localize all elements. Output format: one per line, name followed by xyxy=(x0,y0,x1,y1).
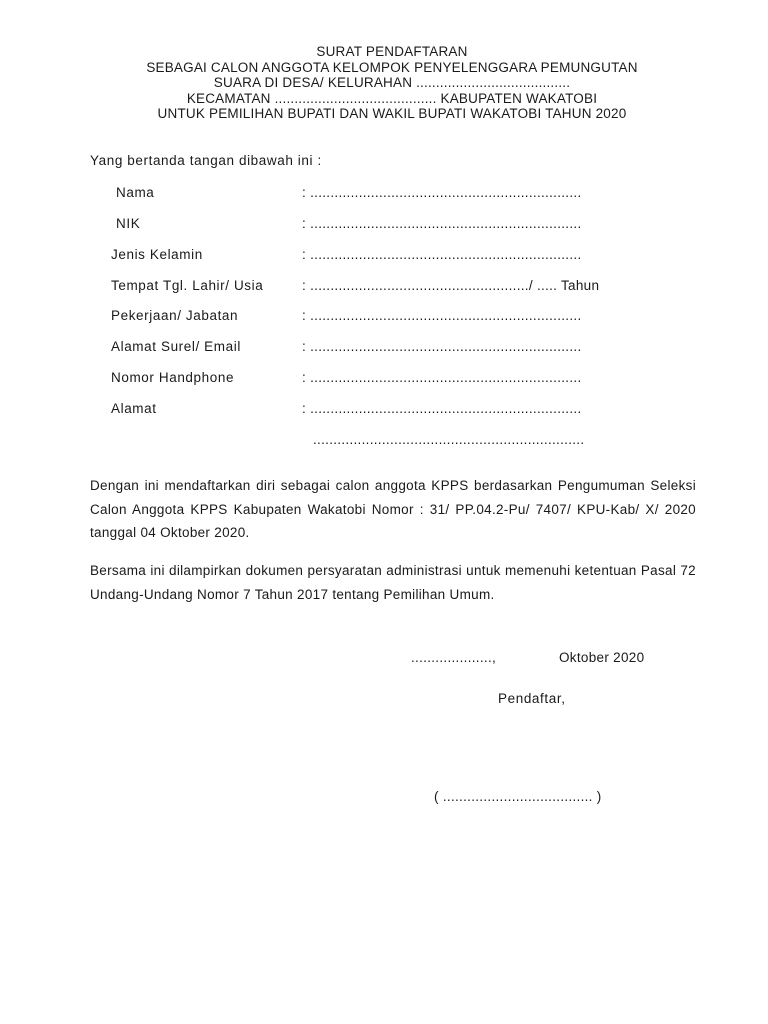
closing-date: Oktober 2020 xyxy=(559,650,645,665)
field-value-nama: : ................................................................... xyxy=(302,185,582,200)
field-value-nomor-handphone: : ................................................................... xyxy=(302,370,582,385)
field-value-alamat-continuation: ................................................................... xyxy=(313,432,585,447)
intro-text: Yang bertanda tangan dibawah ini : xyxy=(90,153,322,168)
field-value-pekerjaan: : ................................................................... xyxy=(302,308,582,323)
closing-place: ...................., xyxy=(411,650,497,665)
field-value-email: : ................................................................... xyxy=(302,339,582,354)
field-label-nomor-handphone: Nomor Handphone xyxy=(111,370,235,385)
field-label-jenis-kelamin: Jenis Kelamin xyxy=(111,247,203,262)
field-label-nama: Nama xyxy=(116,185,155,200)
field-value-jenis-kelamin: : ................................................................... xyxy=(302,247,582,262)
field-label-tempat-tgl-lahir: Tempat Tgl. Lahir/ Usia xyxy=(111,278,264,293)
heading-title: SURAT PENDAFTARAN xyxy=(316,44,468,59)
heading-line-5: UNTUK PEMILIHAN BUPATI DAN WAKIL BUPATI WAKATOBI TAHUN 2020 xyxy=(157,106,627,122)
field-label-nik: NIK xyxy=(116,216,141,231)
letter-heading xyxy=(0,44,768,122)
field-value-alamat: : ................................................................... xyxy=(302,401,582,416)
heading-line-4: KECAMATAN ......................................... KABUPATEN WAKATOBI xyxy=(186,90,598,106)
field-label-alamat: Alamat xyxy=(111,401,157,416)
signature-line: ( ..................................... ) xyxy=(434,789,602,804)
heading-line-2: SEBAGAI CALON ANGGOTA KELOMPOK PENYELENGGARA PEMUNGUTAN xyxy=(146,59,638,75)
paragraph-registration-statement: Dengan ini mendaftarkan diri sebagai calon anggota KPPS berdasarkan Pengumuman Seleksi Calon Anggota KPPS Kabupaten Wakatobi Nomor : 31/ PP.04.2-Pu/ 7407/ KPU-Kab/ X/ 2020 tanggal 04 Oktober 2020. xyxy=(90,478,696,540)
field-label-pekerjaan: Pekerjaan/ Jabatan xyxy=(111,308,239,323)
heading-line-3: SUARA DI DESA/ KELURAHAN ....................................... xyxy=(213,75,571,91)
field-value-nik: : ................................................................... xyxy=(302,216,582,231)
field-label-email: Alamat Surel/ Email xyxy=(111,339,241,354)
signer-role: Pendaftar, xyxy=(498,691,566,706)
paragraph-attachment-statement: Bersama ini dilampirkan dokumen persyaratan administrasi untuk memenuhi ketentuan Pasal 72 Undang-Undang Nomor 7 Tahun 2017 tentang Pemilihan Umum. xyxy=(90,563,696,602)
field-value-tempat-tgl-lahir: : ....................................................../ ..... Tahun xyxy=(302,278,600,293)
